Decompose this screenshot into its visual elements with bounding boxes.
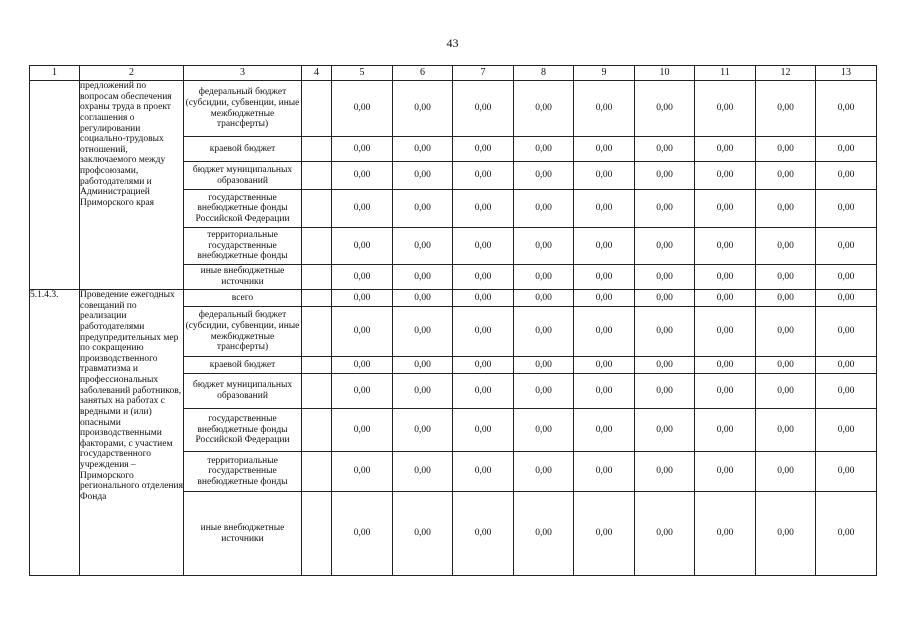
column-4-cell xyxy=(302,137,332,162)
page-number: 43 xyxy=(446,36,459,50)
value-cell: 0,00 xyxy=(332,137,393,162)
value-cell: 0,00 xyxy=(635,452,695,492)
value-cell: 0,00 xyxy=(695,492,756,576)
column-header: 6 xyxy=(393,66,453,81)
table-body xyxy=(30,81,877,576)
value-cell: 0,00 xyxy=(393,290,453,307)
funding-source: бюджет муниципальных образований xyxy=(184,162,302,190)
column-4-cell xyxy=(302,357,332,374)
value-cell: 0,00 xyxy=(635,81,695,137)
column-4-cell xyxy=(302,409,332,452)
value-cell: 0,00 xyxy=(453,137,514,162)
value-cell: 0,00 xyxy=(756,162,816,190)
value-cell: 0,00 xyxy=(635,137,695,162)
value-cell: 0,00 xyxy=(756,228,816,265)
table-row xyxy=(30,81,877,137)
value-cell: 0,00 xyxy=(816,265,877,290)
value-cell: 0,00 xyxy=(393,190,453,228)
item-code: 5.1.4.3. xyxy=(30,290,80,576)
value-cell: 0,00 xyxy=(514,357,574,374)
value-cell: 0,00 xyxy=(332,307,393,357)
column-4-cell xyxy=(302,307,332,357)
value-cell: 0,00 xyxy=(393,307,453,357)
column-header: 13 xyxy=(816,66,877,81)
value-cell: 0,00 xyxy=(393,374,453,409)
column-header: 5 xyxy=(332,66,393,81)
value-cell: 0,00 xyxy=(574,452,635,492)
value-cell: 0,00 xyxy=(332,492,393,576)
funding-source: краевой бюджет xyxy=(184,357,302,374)
value-cell: 0,00 xyxy=(393,137,453,162)
value-cell: 0,00 xyxy=(574,357,635,374)
value-cell: 0,00 xyxy=(574,228,635,265)
value-cell: 0,00 xyxy=(816,162,877,190)
value-cell: 0,00 xyxy=(635,307,695,357)
value-cell: 0,00 xyxy=(574,137,635,162)
value-cell: 0,00 xyxy=(332,265,393,290)
value-cell: 0,00 xyxy=(756,357,816,374)
value-cell: 0,00 xyxy=(453,357,514,374)
item-name: предложений по вопросам обеспечения охраны труда в проект соглашения о регулировании социально-трудовых отношений, заключаемого между профсоюзами, работодателями и Администрацией Приморского края xyxy=(80,81,184,290)
column-header: 10 xyxy=(635,66,695,81)
value-cell: 0,00 xyxy=(574,190,635,228)
value-cell: 0,00 xyxy=(514,492,574,576)
value-cell: 0,00 xyxy=(756,492,816,576)
value-cell: 0,00 xyxy=(816,492,877,576)
column-4-cell xyxy=(302,190,332,228)
value-cell: 0,00 xyxy=(453,81,514,137)
column-header: 1 xyxy=(30,66,80,81)
value-cell: 0,00 xyxy=(453,452,514,492)
value-cell: 0,00 xyxy=(756,290,816,307)
value-cell: 0,00 xyxy=(514,290,574,307)
value-cell: 0,00 xyxy=(332,374,393,409)
value-cell: 0,00 xyxy=(393,492,453,576)
value-cell: 0,00 xyxy=(635,492,695,576)
value-cell: 0,00 xyxy=(514,81,574,137)
value-cell: 0,00 xyxy=(635,290,695,307)
value-cell: 0,00 xyxy=(695,357,756,374)
value-cell: 0,00 xyxy=(332,452,393,492)
value-cell: 0,00 xyxy=(574,409,635,452)
value-cell: 0,00 xyxy=(514,307,574,357)
value-cell: 0,00 xyxy=(393,228,453,265)
value-cell: 0,00 xyxy=(514,190,574,228)
column-4-cell xyxy=(302,265,332,290)
value-cell: 0,00 xyxy=(574,492,635,576)
value-cell: 0,00 xyxy=(695,228,756,265)
value-cell: 0,00 xyxy=(393,409,453,452)
funding-source: бюджет муниципальных образований xyxy=(184,374,302,409)
column-header: 9 xyxy=(574,66,635,81)
value-cell: 0,00 xyxy=(695,290,756,307)
value-cell: 0,00 xyxy=(514,228,574,265)
value-cell: 0,00 xyxy=(332,409,393,452)
value-cell: 0,00 xyxy=(574,374,635,409)
value-cell: 0,00 xyxy=(695,374,756,409)
header-row xyxy=(30,66,877,81)
value-cell: 0,00 xyxy=(816,307,877,357)
value-cell: 0,00 xyxy=(635,162,695,190)
value-cell: 0,00 xyxy=(695,452,756,492)
value-cell: 0,00 xyxy=(574,81,635,137)
value-cell: 0,00 xyxy=(332,290,393,307)
funding-source: краевой бюджет xyxy=(184,137,302,162)
value-cell: 0,00 xyxy=(332,228,393,265)
value-cell: 0,00 xyxy=(453,492,514,576)
column-header: 3 xyxy=(184,66,302,81)
column-header: 11 xyxy=(695,66,756,81)
value-cell: 0,00 xyxy=(635,228,695,265)
value-cell: 0,00 xyxy=(695,409,756,452)
value-cell: 0,00 xyxy=(816,228,877,265)
value-cell: 0,00 xyxy=(695,265,756,290)
value-cell: 0,00 xyxy=(514,409,574,452)
value-cell: 0,00 xyxy=(756,265,816,290)
value-cell: 0,00 xyxy=(332,190,393,228)
item-code xyxy=(30,81,80,290)
value-cell: 0,00 xyxy=(514,452,574,492)
value-cell: 0,00 xyxy=(816,190,877,228)
value-cell: 0,00 xyxy=(635,265,695,290)
value-cell: 0,00 xyxy=(514,162,574,190)
value-cell: 0,00 xyxy=(695,137,756,162)
value-cell: 0,00 xyxy=(816,374,877,409)
value-cell: 0,00 xyxy=(453,290,514,307)
value-cell: 0,00 xyxy=(635,357,695,374)
column-header: 2 xyxy=(80,66,184,81)
value-cell: 0,00 xyxy=(393,452,453,492)
value-cell: 0,00 xyxy=(635,409,695,452)
value-cell: 0,00 xyxy=(393,357,453,374)
funding-source: территориальные государственные внебюджетные фонды xyxy=(184,228,302,265)
value-cell: 0,00 xyxy=(635,190,695,228)
item-name: Проведение ежегодных совещаний по реализации работодателями предупредительных мер по сокращению производственного травматизма и профессиональных заболеваний работников, занятых на работах с вредными и (или) опасными производственными факторами, с участием государственного учреждения – Приморского регионального отделения Фонда xyxy=(80,290,184,576)
budget-table xyxy=(29,65,877,576)
value-cell: 0,00 xyxy=(574,307,635,357)
value-cell: 0,00 xyxy=(393,265,453,290)
funding-source: федеральный бюджет (субсидии, субвенции, иные межбюджетные трансферты) xyxy=(184,81,302,137)
column-4-cell xyxy=(302,162,332,190)
value-cell: 0,00 xyxy=(453,374,514,409)
value-cell: 0,00 xyxy=(756,374,816,409)
value-cell: 0,00 xyxy=(514,137,574,162)
value-cell: 0,00 xyxy=(635,374,695,409)
value-cell: 0,00 xyxy=(453,162,514,190)
value-cell: 0,00 xyxy=(453,190,514,228)
value-cell: 0,00 xyxy=(453,228,514,265)
column-4-cell xyxy=(302,452,332,492)
value-cell: 0,00 xyxy=(514,374,574,409)
value-cell: 0,00 xyxy=(453,265,514,290)
value-cell: 0,00 xyxy=(695,81,756,137)
value-cell: 0,00 xyxy=(695,307,756,357)
value-cell: 0,00 xyxy=(756,307,816,357)
funding-source: государственные внебюджетные фонды Российской Федерации xyxy=(184,409,302,452)
column-header: 4 xyxy=(302,66,332,81)
value-cell: 0,00 xyxy=(816,409,877,452)
column-header: 7 xyxy=(453,66,514,81)
value-cell: 0,00 xyxy=(574,290,635,307)
value-cell: 0,00 xyxy=(756,137,816,162)
value-cell: 0,00 xyxy=(756,190,816,228)
value-cell: 0,00 xyxy=(816,357,877,374)
value-cell: 0,00 xyxy=(574,162,635,190)
column-header: 12 xyxy=(756,66,816,81)
value-cell: 0,00 xyxy=(695,162,756,190)
value-cell: 0,00 xyxy=(393,81,453,137)
funding-source: государственные внебюджетные фонды Российской Федерации xyxy=(184,190,302,228)
value-cell: 0,00 xyxy=(453,307,514,357)
value-cell: 0,00 xyxy=(816,81,877,137)
column-4-cell xyxy=(302,228,332,265)
value-cell: 0,00 xyxy=(574,265,635,290)
funding-source: федеральный бюджет (субсидии, субвенции, иные межбюджетные трансферты) xyxy=(184,307,302,357)
value-cell: 0,00 xyxy=(816,452,877,492)
value-cell: 0,00 xyxy=(816,137,877,162)
value-cell: 0,00 xyxy=(332,162,393,190)
value-cell: 0,00 xyxy=(393,162,453,190)
value-cell: 0,00 xyxy=(756,81,816,137)
funding-source: всего xyxy=(184,290,302,307)
table-row xyxy=(30,290,877,307)
funding-source: иные внебюджетные источники xyxy=(184,265,302,290)
column-4-cell xyxy=(302,290,332,307)
funding-source: территориальные государственные внебюджетные фонды xyxy=(184,452,302,492)
value-cell: 0,00 xyxy=(756,409,816,452)
value-cell: 0,00 xyxy=(332,357,393,374)
value-cell: 0,00 xyxy=(453,409,514,452)
column-4-cell xyxy=(302,374,332,409)
value-cell: 0,00 xyxy=(514,265,574,290)
value-cell: 0,00 xyxy=(756,452,816,492)
value-cell: 0,00 xyxy=(332,81,393,137)
value-cell: 0,00 xyxy=(695,190,756,228)
value-cell: 0,00 xyxy=(816,290,877,307)
funding-source: иные внебюджетные источники xyxy=(184,492,302,576)
column-4-cell xyxy=(302,81,332,137)
column-header: 8 xyxy=(514,66,574,81)
column-4-cell xyxy=(302,492,332,576)
